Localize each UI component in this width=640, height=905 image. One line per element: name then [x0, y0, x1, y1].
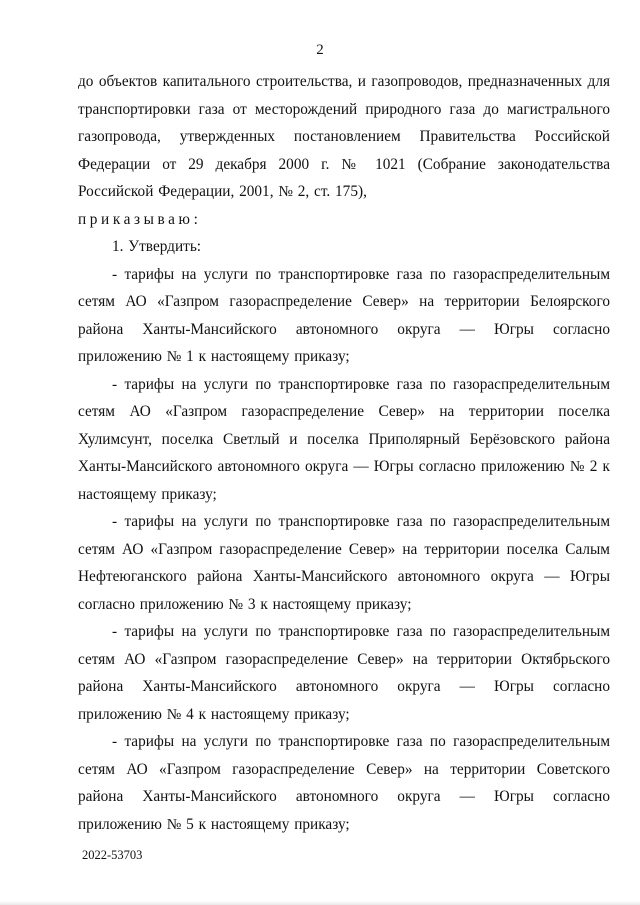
tariff-item-berezovsky: - тарифы на услуги по транспортировке газа по газораспределительным сетям АО «Газпром газораспределение Север» на территории поселка Хулимсунт, поселка Светлый и поселка Приполярный Берёзовского района Ханты-Мансийского автономного округа — Югры согласно приложению № 2 к настоящему приказу; [78, 375, 610, 503]
order-word: приказываю: [78, 210, 202, 228]
document-body [78, 68, 610, 838]
tariff-item-belоyarsky: - тарифы на услуги по транспортировке газа по газораспределительным сетям АО «Газпром газораспределение Север» на территории Белоярского района Ханты-Мансийского автономного округа — Югры согласно приложению № 1 к настоящему приказу; [78, 265, 610, 365]
tariff-item-sovetsky: - тарифы на услуги по транспортировке газа по газораспределительным сетям АО «Газпром газораспределение Север» на территории Советского района Ханты-Мансийского автономного округа — Югры согласно приложению № 5 к настоящему приказу; [78, 733, 610, 833]
preamble-paragraph: до объектов капитального строительства, и газопроводов, предназначенных для транспортировки газа от месторождений природного газа до магистрального газопровода, утвержденных постановлением Правительства Российской Федерации от 29 декабря 2000 г. № 1021 (Собрание законодательства Российской Федерации, 2001, № 2, ст. 175), [78, 73, 610, 200]
item-1-heading: 1. Утвердить: [112, 238, 202, 255]
tariff-item-oktyabrsky: - тарифы на услуги по транспортировке газа по газораспределительным сетям АО «Газпром газораспределение Север» на территории Октябрьского района Ханты-Мансийского автономного округа — Югры согласно приложению № 4 к настоящему приказу; [78, 623, 610, 723]
document-code: 2022-53703 [82, 848, 143, 862]
page-number: 2 [316, 42, 324, 58]
page-edge [0, 901, 640, 905]
tariff-item-salym: - тарифы на услуги по транспортировке газа по газораспределительным сетям АО «Газпром газораспределение Север» на территории поселка Салым Нефтеюганского района Ханты-Мансийского автономного округа — Югры согласно приложению № 3 к настоящему приказу; [78, 513, 610, 613]
